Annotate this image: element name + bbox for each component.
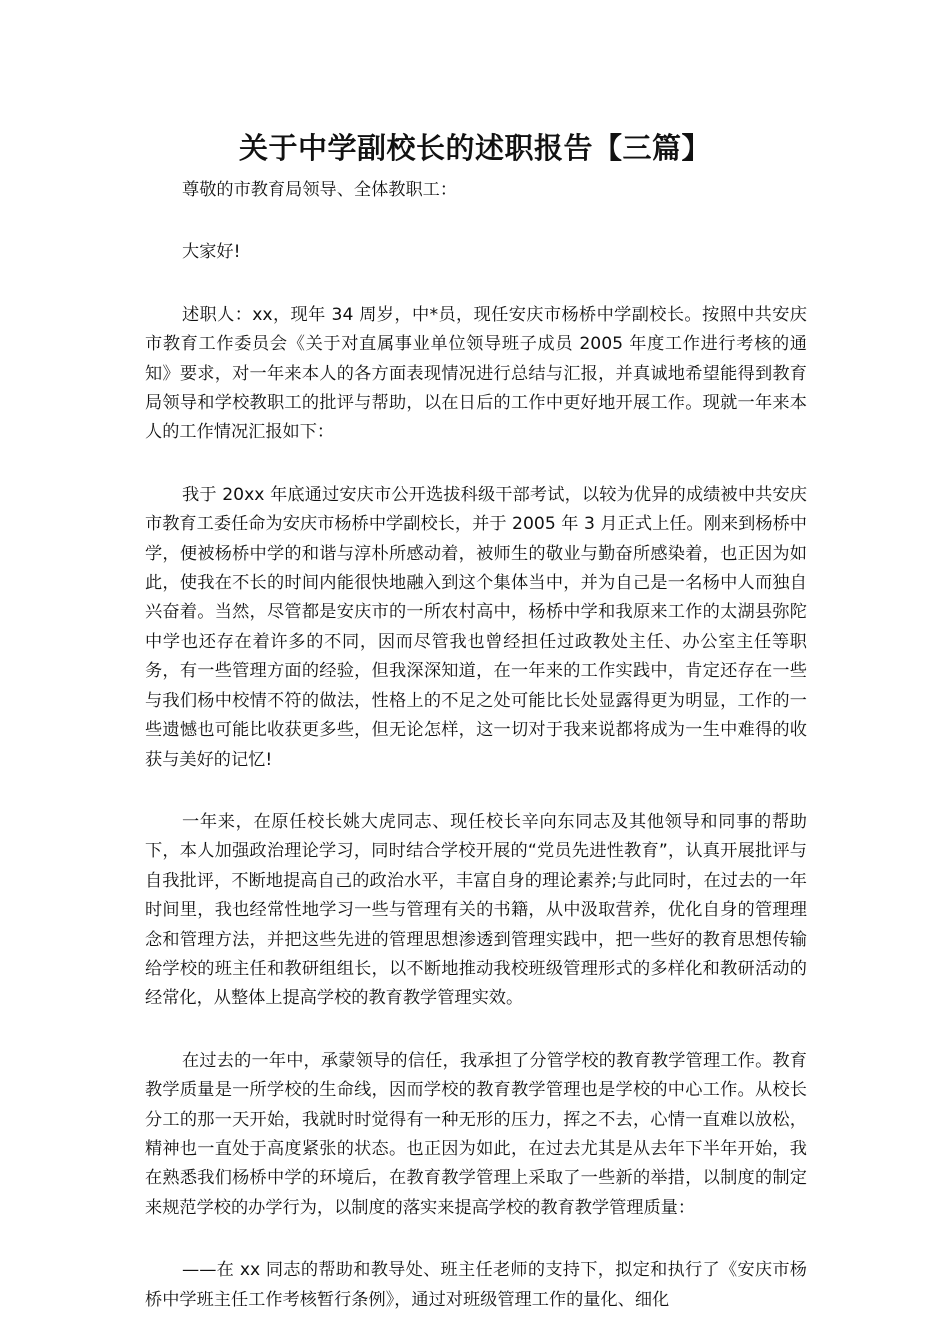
document-body [145,176,807,1315]
salutation: 尊敬的市教育局领导、全体教职工： [182,180,458,200]
paragraph: 在过去的一年中，承蒙领导的信任，我承担了分管学校的教育教学管理工作。教育教学质量是一所学校的生命线，因而学校的教育教学管理也是学校的中心工作。从校长分工的那一天开始，我就时时觉得有一种无形的压力，挥之不去，心情一直难以放松，精神也一直处于高度紧张的状态。也正因为如此，在过去尤其是从去年下半年开始，我在熟悉我们杨桥中学的环境后，在教育教学管理上采取了一些新的举措，以制度的制定来规范学校的办学行为，以制度的落实来提高学校的教育教学管理质量： [145,1050,807,1218]
paragraph: ——在 xx 同志的帮助和教导处、班主任老师的支持下，拟定和执行了《安庆市杨桥中学班主任工作考核暂行条例》，通过对班级管理工作的量化、细化 [145,1260,807,1310]
paragraph: 一年来，在原任校长姚大虎同志、现任校长辛向东同志及其他领导和同事的帮助下，本人加强政治理论学习，同时结合学校开展的“党员先进性教育”，认真开展批评与自我批评，不断地提高自己的政治水平，丰富自身的理论素养;与此同时，在过去的一年时间里，我也经常性地学习一些与管理有关的书籍，从中汲取营养，优化自身的管理理念和管理方法，并把这些先进的管理思想渗透到管理实践中，把一些好的教育思想传输给学校的班主任和教研组组长，以不断地推动我校班级管理形式的多样化和教研活动的经常化，从整体上提高学校的教育教学管理实效。 [145,811,807,1009]
greeting: 大家好! [182,242,241,263]
document-title: 关于中学副校长的述职报告【三篇】 [238,131,711,165]
paragraph: 我于 20xx 年底通过安庆市公开选拔科级干部考试，以较为优异的成绩被中共安庆市教育工委任命为安庆市杨桥中学副校长，并于 2005 年 3 月正式上任。刚来到杨桥中学，便被杨桥中学的和谐与淳朴所感动着，被师生的敬业与勤奋所感染着，也正因为如此，使我在不长的时间内能很快地融入到这个集体当中，并为自己是一名杨中人而独自兴奋着。当然，尽管都是安庆市的一所农村高中，杨桥中学和我原来工作的太湖县弥陀中学也还存在着许多的不同，因而尽管我也曾经担任过政教处主任、办公室主任等职务，有一些管理方面的经验，但我深深知道，在一年来的工作实践中，肯定还存在一些与我们杨中校情不符的做法，性格上的不足之处可能比长处显露得更为明显，工作的一些遗憾也可能比收获更多些，但无论怎样，这一切对于我来说都将成为一生中难得的收获与美好的记忆! [145,484,807,770]
paragraph: 述职人：xx，现年 34 周岁，中*员，现任安庆市杨桥中学副校长。按照中共安庆市教育工作委员会《关于对直属事业单位领导班子成员 2005 年度工作进行考核的通知》要求，对一年来本人的各方面表现情况进行总结与汇报，并真诚地希望能得到教育局领导和学校教职工的批评与帮助，以在日后的工作中更好地开展工作。现就一年来本人的工作情况汇报如下： [145,304,807,443]
